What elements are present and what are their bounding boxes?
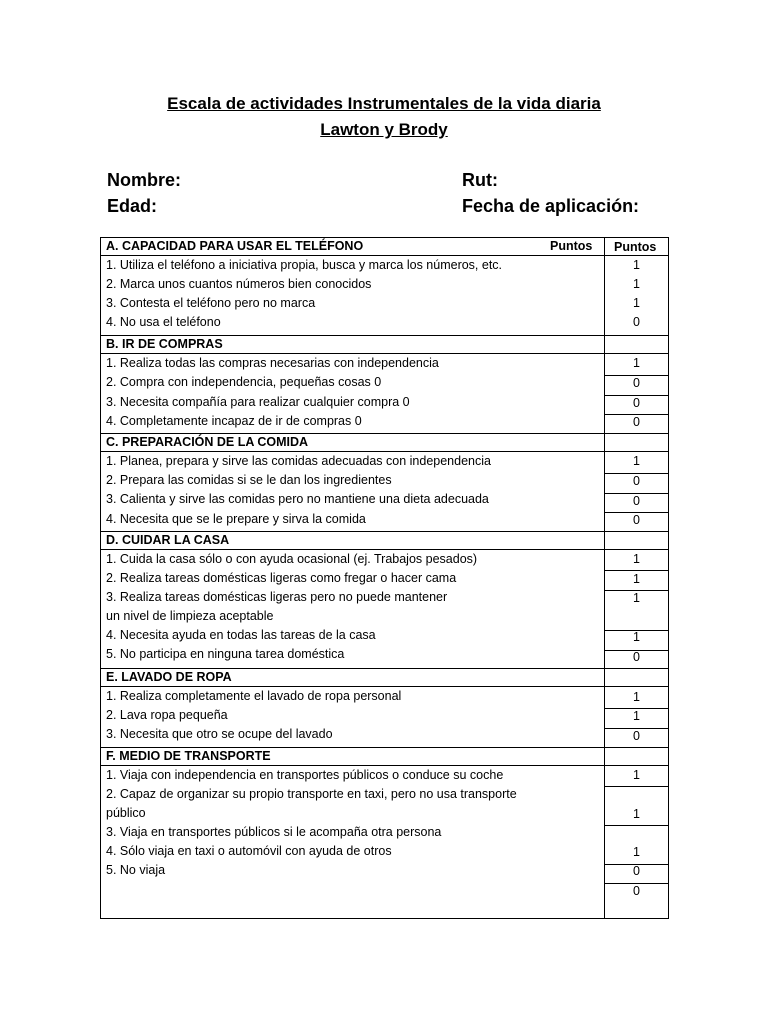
item-text: 3. Necesita compañía para realizar cualquier compra 0	[106, 395, 410, 409]
document-subtitle: Lawton y Brody	[320, 120, 448, 139]
point-value: 1	[633, 552, 640, 566]
point-value: 1	[633, 709, 640, 723]
point-value: 0	[633, 376, 640, 390]
item-text: 4. No usa el teléfono	[106, 315, 221, 329]
puntos-column-header: Puntos	[614, 240, 657, 254]
section-top-rule	[100, 747, 669, 748]
item-text: 2. Capaz de organizar su propio transporte en taxi, pero no usa transporte	[106, 787, 517, 801]
rut-label: Rut:	[462, 170, 498, 190]
column-header-rule	[604, 255, 668, 256]
item-text: un nivel de limpieza aceptable	[106, 609, 274, 623]
point-value: 1	[633, 630, 640, 644]
table-right-border	[668, 237, 669, 918]
document-title: Escala de actividades Instrumentales de la vida diaria	[167, 94, 601, 113]
point-value: 1	[633, 845, 640, 859]
item-text: 2. Marca unos cuantos números bien conocidos	[106, 277, 372, 291]
item-text: 1. Utiliza el teléfono a iniciativa propia, busca y marca los números, etc.	[106, 258, 503, 272]
section-top-rule	[100, 335, 669, 336]
item-text: 3. Calienta y sirve las comidas pero no mantiene una dieta adecuada	[106, 492, 489, 506]
section-header-rule	[100, 549, 604, 550]
item-text: 4. Sólo viaja en taxi o automóvil con ayuda de otros	[106, 844, 392, 858]
point-value: 0	[633, 884, 640, 898]
point-value: 0	[633, 513, 640, 527]
section-top-rule	[100, 237, 669, 238]
section-header-rule	[100, 765, 604, 766]
item-text: 1. Planea, prepara y sirve las comidas adecuadas con independencia	[106, 454, 491, 468]
point-cell-rule	[604, 825, 668, 826]
points-header-rule	[604, 686, 668, 687]
item-text: 4. Completamente incapaz de ir de compras 0	[106, 414, 362, 428]
point-value: 0	[633, 494, 640, 508]
edad-label: Edad:	[107, 196, 158, 216]
point-value: 0	[633, 474, 640, 488]
table-left-border	[100, 237, 101, 918]
point-cell-rule	[604, 786, 668, 787]
section-top-rule	[100, 433, 669, 434]
item-text: 5. No viaja	[106, 863, 166, 877]
item-text: 3. Realiza tareas domésticas ligeras pero no puede mantener	[106, 590, 448, 604]
points-header-rule	[604, 353, 668, 354]
nombre-label: Nombre:	[107, 170, 182, 190]
section-header-rule	[100, 353, 604, 354]
item-text: 3. Necesita que otro se ocupe del lavado	[106, 727, 333, 741]
section-title: B. IR DE COMPRAS	[106, 337, 223, 351]
section-top-rule	[100, 668, 669, 669]
point-cell-rule	[604, 570, 668, 571]
point-value: 1	[633, 768, 640, 782]
fecha-aplicacion-label: Fecha de aplicación:	[462, 196, 640, 216]
item-text: 2. Compra con independencia, pequeñas cosas 0	[106, 375, 382, 389]
point-cell-rule	[604, 918, 668, 919]
points-header-rule	[604, 765, 668, 766]
point-value: 1	[633, 591, 640, 605]
item-text: 3. Contesta el teléfono pero no marca	[106, 296, 316, 310]
table-bottom-border	[100, 918, 669, 919]
section-title: F. MEDIO DE TRANSPORTE	[106, 749, 271, 763]
item-text: 4. Necesita ayuda en todas las tareas de la casa	[106, 628, 376, 642]
point-value: 1	[633, 454, 640, 468]
section-header-rule	[100, 255, 604, 256]
points-header-rule	[604, 451, 668, 452]
point-value: 0	[633, 315, 640, 329]
section-title: E. LAVADO DE ROPA	[106, 670, 232, 684]
point-value: 1	[633, 807, 640, 821]
point-value: 1	[633, 572, 640, 586]
section-title: A. CAPACIDAD PARA USAR EL TELÉFONO	[106, 239, 364, 253]
point-value: 0	[633, 650, 640, 664]
points-header-rule	[604, 549, 668, 550]
point-value: 0	[633, 415, 640, 429]
point-value: 1	[633, 277, 640, 291]
point-value: 1	[633, 258, 640, 272]
item-text: 2. Prepara las comidas si se le dan los ingredientes	[106, 473, 392, 487]
section-title: D. CUIDAR LA CASA	[106, 533, 230, 547]
point-value: 0	[633, 864, 640, 878]
section-top-rule	[100, 531, 669, 532]
item-text: 1. Viaja con independencia en transportes públicos o conduce su coche	[106, 768, 504, 782]
item-text: 2. Lava ropa pequeña	[106, 708, 228, 722]
item-text: 4. Necesita que se le prepare y sirva la comida	[106, 512, 366, 526]
item-text: 3. Viaja en transportes públicos si le acompaña otra persona	[106, 825, 442, 839]
item-text: 5. No participa en ninguna tarea doméstica	[106, 647, 345, 661]
point-value: 0	[633, 729, 640, 743]
item-text: 1. Realiza todas las compras necesarias con independencia	[106, 356, 439, 370]
section-puntos-label: Puntos	[550, 239, 593, 253]
section-header-rule	[100, 686, 604, 687]
point-value: 1	[633, 296, 640, 310]
item-text: público	[106, 806, 146, 820]
item-text: 2. Realiza tareas domésticas ligeras como fregar o hacer cama	[106, 571, 457, 585]
point-value: 1	[633, 690, 640, 704]
item-text: 1. Realiza completamente el lavado de ropa personal	[106, 689, 402, 703]
section-title: C. PREPARACIÓN DE LA COMIDA	[106, 435, 309, 449]
point-value: 0	[633, 396, 640, 410]
section-header-rule	[100, 451, 604, 452]
point-value: 1	[633, 356, 640, 370]
item-text: 1. Cuida la casa sólo o con ayuda ocasional (ej. Trabajos pesados)	[106, 552, 478, 566]
